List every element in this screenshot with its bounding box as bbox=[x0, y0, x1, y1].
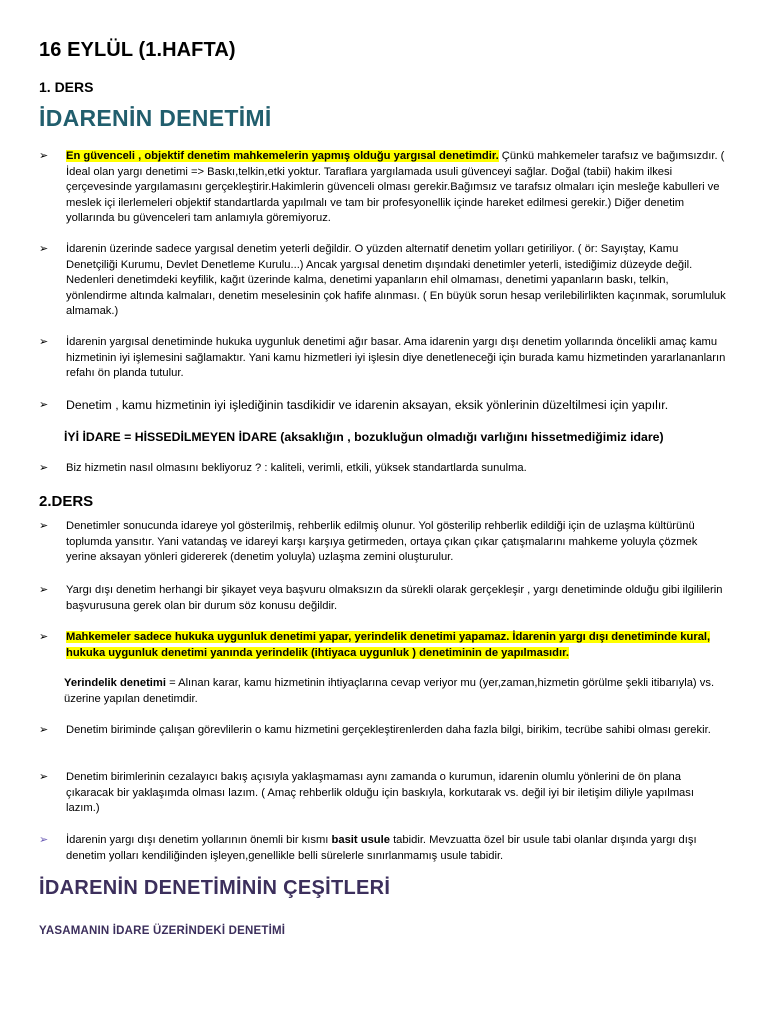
list-item bbox=[39, 398, 728, 414]
arrow-bullet-icon: ➢ bbox=[39, 584, 49, 596]
bold-text: basit usule bbox=[331, 834, 390, 846]
arrow-bullet-icon: ➢ bbox=[39, 462, 49, 474]
definition-text: = Alınan karar, kamu hizmetinin ihtiyaçlarına cevap veriyor mu (yer,zaman,hizmetin görülme şekli itibarıyla) vs. üzerine yapılan denetimdir. bbox=[64, 677, 715, 705]
bullet-text: İdarenin yargı dışı denetim yollarının önemli bir kısmı bbox=[66, 834, 332, 846]
bullet-text: Denetim birimlerinin cezalayıcı bakış açısıyla yaklaşmaması aynı zamanda o kurumun, idarenin olumlu yönlerini de ön plana çıkaracak bir yaklaşımda olması lazım. ( Amaç rehberlik olduğu için baskıyla, korkutarak vs. değil iyi bir iletişim diliyle yapılması lazım.) bbox=[66, 771, 694, 814]
date-week-heading: 16 EYLÜL (1.HAFTA) bbox=[39, 39, 236, 61]
arrow-bullet-icon: ➢ bbox=[39, 834, 49, 846]
highlighted-text: En güvenceli , objektif denetim mahkemelerin yapmış olduğu yargısal denetimdir. bbox=[66, 150, 499, 162]
lesson-2-heading: 2.DERS bbox=[39, 493, 94, 510]
arrow-bullet-icon: ➢ bbox=[39, 399, 49, 411]
arrow-bullet-icon: ➢ bbox=[39, 150, 49, 162]
lesson-1-heading: 1. DERS bbox=[39, 79, 94, 95]
bullet-text: tabidir. Mevzuatta özel bir usule tabi olanlar dışında yargı dışı denetim yolları kendiliğinden işleyen,genellikle belli sürelerle sınırlanmamış usule tabidir. bbox=[66, 834, 697, 862]
arrow-bullet-icon: ➢ bbox=[39, 631, 49, 643]
bullet-text: Yargı dışı denetim herhangi bir şikayet veya başvuru olmaksızın da sürekli olarak gerçekleşir , yargı denetiminde olduğu gibi ilgililerin başvurusuna gerek olan bir durum söz konusu değildir. bbox=[66, 584, 723, 612]
arrow-bullet-icon: ➢ bbox=[39, 336, 49, 348]
arrow-bullet-icon: ➢ bbox=[39, 724, 49, 736]
bullet-text: Denetim biriminde çalışan görevlilerin o kamu hizmetini gerçekleştirenlerden daha fazla bilgi, birikim, tecrübe sahibi olması gerekir. bbox=[66, 724, 711, 736]
bullet-text: İdarenin yargısal denetiminde hukuka uygunluk denetimi ağır basar. Ama idarenin yargı dışı denetim yollarında öncelikli amaç kamu hizmetinin iyi işlemesini sağlamaktır. Yani kamu hizmetleri iyi işlesin diye denetleneceği için burada kamu hizmetinden yararlananların refahı ön planda tutulur. bbox=[66, 336, 726, 379]
list-item bbox=[39, 833, 728, 864]
arrow-bullet-icon: ➢ bbox=[39, 520, 49, 532]
list-item bbox=[39, 583, 728, 614]
list-item bbox=[39, 242, 728, 320]
yerindelik-definition bbox=[64, 676, 728, 707]
main-title: İDARENİN DENETİMİ bbox=[39, 105, 272, 131]
highlighted-text: Mahkemeler sadece hukuka uygunluk denetimi yapar, yerindelik denetimi yapamaz. İdarenin yargı dışı denetiminde kural, hukuka uygunluk denetimi yanında yerindelik (ihtiyaca uygunluk ) denetiminin de yapılmasıdır. bbox=[66, 631, 711, 659]
iyi-idare-statement: İYİ İDARE = HİSSEDİLMEYEN İDARE (aksaklığın , bozukluğun olmadığı varlığını hissetmediğimiz idare) bbox=[64, 430, 664, 444]
list-item bbox=[39, 335, 728, 382]
list-item bbox=[39, 630, 728, 661]
list-item bbox=[39, 461, 728, 477]
bullet-text: Denetimler sonucunda idareye yol gösterilmiş, rehberlik edilmiş olunur. Yol gösterilip rehberlik edildiği için de uzlaşma kültürünü toplumda yansıtır. Yani vatandaş ve idareyi karşı karşıya getirmeden, ortaya çıkan çıkar çatışmalarını mahkeme yoluyla çözmek yerine aksayan yönleri gidererek (denetim yoluyla) uzlaşma zemini oluşturulur. bbox=[66, 520, 698, 563]
arrow-bullet-icon: ➢ bbox=[39, 771, 49, 783]
list-item bbox=[39, 770, 728, 817]
list-item bbox=[39, 519, 728, 566]
definition-term: Yerindelik denetimi bbox=[64, 677, 166, 689]
bullet-text: İdarenin üzerinde sadece yargısal denetim yeterli değildir. O yüzden alternatif denetim yolları getiriliyor. ( ör: Sayıştay, Kamu Denetçiliği Kurumu, Devlet Denetleme Kurulu...) Ancak yargısal denetim dışındaki denetimler yeterli, istediğimiz düzeyde değil. Nedenleri denetimdeki keyfilik, kağıt üzerinde kalma, denetimi yapanların ehil olmaması, denetimi yapanların baskı, telkin, yönlendirme altında kalmaları, denetim meselesinin çok hafife alınması. ( En büyük sorun hesap verilebilirlikten kaçınmak, sorumluluk almamak.) bbox=[66, 243, 726, 317]
bullet-text: Denetim , kamu hizmetinin iyi işlediğinin tasdikidir ve idarenin aksayan, eksik yönlerinin düzeltilmesi için yapılır. bbox=[66, 398, 669, 412]
section-title: İDARENİN DENETİMİNİN ÇEŞİTLERİ bbox=[39, 877, 391, 899]
subsection-title: YASAMANIN İDARE ÜZERİNDEKİ DENETİMİ bbox=[39, 925, 286, 937]
bullet-text: Biz hizmetin nasıl olmasını bekliyoruz ? : kaliteli, verimli, etkili, yüksek standartlarda sunulma. bbox=[66, 462, 527, 474]
list-item bbox=[39, 149, 728, 227]
arrow-bullet-icon: ➢ bbox=[39, 243, 49, 255]
list-item bbox=[39, 723, 728, 739]
bullet-text: Çünkü mahkemeler tarafsız ve bağımsızdır. ( İdeal olan yargı denetimi => Baskı,telkin,etki yoktur. Taraflara yargılamada usuli güvenceyi sağlar. Doğal (tabii) hakim ilkesi çerçevesinde yargılamasını gerçekleştirir.Hakimlerin güvenceli olması gerekir.Bağımsız ve tarafsız olmaları için mesleğe kabulleri ve meslek içi ilerlemeleri objektif standartlarda yapılmalı ve tam bir profesyonellik içinde hareket edilmesi gerekir.) Diğer denetim yollarında bu güvenceleri tam anlamıyla göremiyoruz. bbox=[66, 150, 725, 224]
